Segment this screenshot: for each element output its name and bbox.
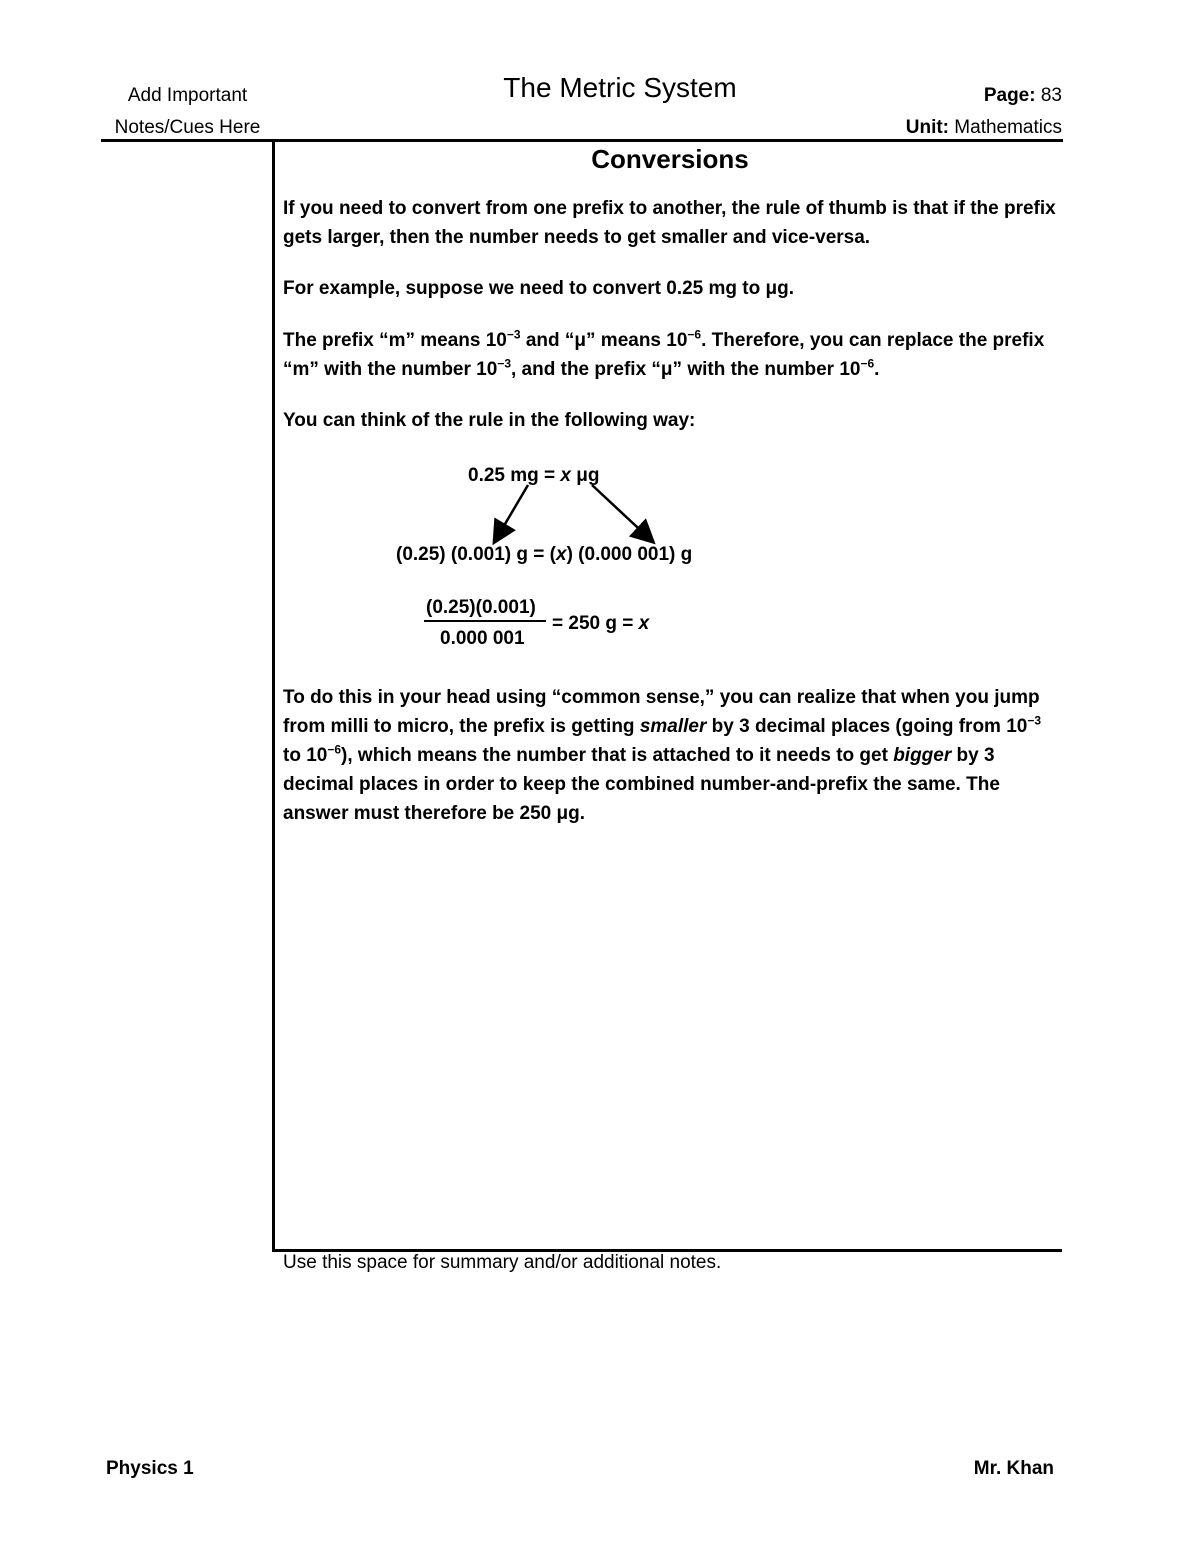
equation-line-1: 0.25 mg = x μg xyxy=(468,465,600,486)
header-meta xyxy=(906,80,1062,144)
paragraph-common-sense: To do this in your head using “common sense,” you can realize that when you jump from milli to micro, the prefix is getting smaller by 3 decimal places (going from $10^{-3}$ to $10^{-6}$), which means the number that is attached to it needs to get bigger by 3 decimal places in order to keep the combined number-and-prefix the same. The answer must therefore be 250 μg. xyxy=(283,687,1042,824)
footer-course: Physics 1 xyxy=(106,1458,194,1479)
arrow-micro xyxy=(592,485,652,541)
cues-column-divider xyxy=(272,142,275,1252)
paragraph-example: For example, suppose we need to convert 0.25 mg to μg. xyxy=(283,278,795,299)
section-title: Conversions xyxy=(591,144,749,174)
footer-teacher: Mr. Khan xyxy=(973,1458,1054,1479)
page-title: The Metric System xyxy=(503,72,737,103)
page-number: Page: 83 xyxy=(983,85,1062,106)
header-divider xyxy=(101,139,1063,142)
summary-prompt: Use this space for summary and/or additional notes. xyxy=(283,1252,722,1273)
arrow-milli xyxy=(495,485,528,541)
notes-cues-label: Add Important Notes/Cues Here xyxy=(114,85,261,138)
paragraph-prefix-meaning: The prefix “m” means $10^{-3}$ and “μ” means $10^{-6}$. Therefore, you can replace the prefix “m” with the number $10^{-3}$, and the prefix “μ” with the number $10^{-6}$. xyxy=(283,327,1045,380)
unit-label: Unit: Mathematics xyxy=(905,117,1062,138)
fraction-result: = 250 g = x xyxy=(552,613,650,634)
paragraph-rule-intro: You can think of the rule in the following way: xyxy=(283,410,696,431)
paragraph-rule-of-thumb: If you need to convert from one prefix to another, the rule of thumb is that if the prefix gets larger, then the number needs to get smaller and vice-versa. xyxy=(283,198,1056,248)
equation-line-2: (0.25) (0.001) g = (x) (0.000 001) g xyxy=(396,544,693,565)
fraction-numerator: (0.25)(0.001) xyxy=(426,597,536,618)
conversion-diagram xyxy=(380,455,780,665)
fraction-denominator: 0.000 001 xyxy=(440,628,525,649)
